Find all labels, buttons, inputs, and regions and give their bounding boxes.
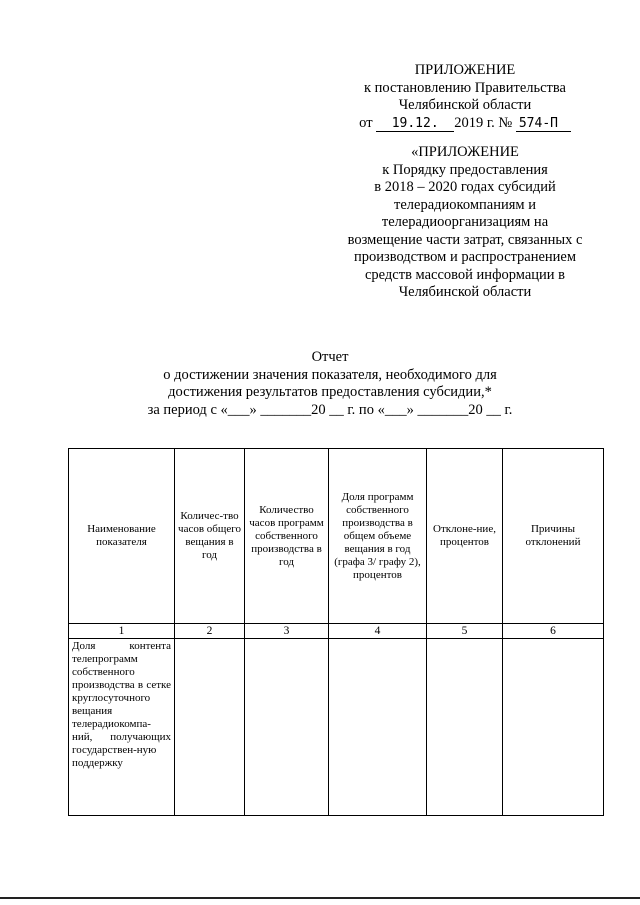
column-number-row	[69, 624, 604, 639]
appendix-line: Челябинской области	[398, 97, 532, 113]
inner-appendix-line: в 2018 – 2020 годах субсидий	[374, 179, 556, 195]
report-subtitle-line: о достижении значения показателя, необходимого для	[163, 366, 497, 383]
appendix-line: к постановлению Правительства	[364, 79, 566, 96]
decree-date-line	[330, 115, 600, 133]
inner-appendix-line: телерадиоорганизациям на	[381, 214, 549, 230]
column-number: 4	[329, 624, 427, 639]
inner-appendix-line: телерадиокомпаниям и	[394, 196, 536, 213]
appendix-title: ПРИЛОЖЕНИЕ	[414, 62, 516, 78]
table-row	[69, 639, 604, 816]
report-period-line: за период с «___» _______20 __ г. по «___» _______20 __ г.	[147, 401, 513, 418]
column-header: Отклоне-ние, процентов	[427, 449, 503, 624]
column-number: 3	[245, 624, 329, 639]
column-header: Количес-тво часов общего вещания в год	[175, 449, 245, 624]
inner-appendix-line: возмещение части затрат, связанных с	[347, 231, 583, 248]
column-number: 2	[175, 624, 245, 639]
indicator-name-cell: Доля контента телепрограмм собственного производства в сетке круглосуточного вещания телерадиокомпа-ний, получающих государствен-ную поддержку	[69, 639, 175, 816]
report-table	[68, 448, 604, 816]
page-edge-line	[0, 897, 640, 899]
column-number: 6	[503, 624, 604, 639]
report-heading	[110, 349, 550, 419]
report-title: Отчет	[311, 349, 349, 365]
column-header: Доля программ собственного производства в общем объеме вещания в год (графа 3/ графу 2), процентов	[329, 449, 427, 624]
date-prefix: от	[359, 114, 373, 131]
column-header: Количество часов программ собственного производства в год	[245, 449, 329, 624]
inner-appendix-line: производством и распространением	[353, 249, 577, 265]
inner-appendix-line: средств массовой информации в	[364, 266, 566, 283]
table-cell	[503, 639, 604, 816]
table-header-row	[69, 449, 604, 624]
table-cell	[245, 639, 329, 816]
column-header: Причины отклонений	[503, 449, 604, 624]
report-subtitle-line: достижения результатов предоставления субсидии,*	[168, 384, 492, 400]
decree-date: 19.12.	[376, 116, 454, 132]
table-cell	[329, 639, 427, 816]
column-number: 5	[427, 624, 503, 639]
column-number: 1	[69, 624, 175, 639]
inner-appendix-line: к Порядку предоставления	[382, 161, 548, 178]
table-cell	[427, 639, 503, 816]
inner-appendix-title: «ПРИЛОЖЕНИЕ	[411, 144, 519, 160]
column-header: Наименование показателя	[69, 449, 175, 624]
decree-number: 574-П	[516, 116, 571, 132]
inner-appendix-line: Челябинской области	[398, 284, 532, 300]
appendix-header	[330, 62, 600, 302]
date-year: 2019 г. №	[454, 114, 513, 131]
table-cell	[175, 639, 245, 816]
